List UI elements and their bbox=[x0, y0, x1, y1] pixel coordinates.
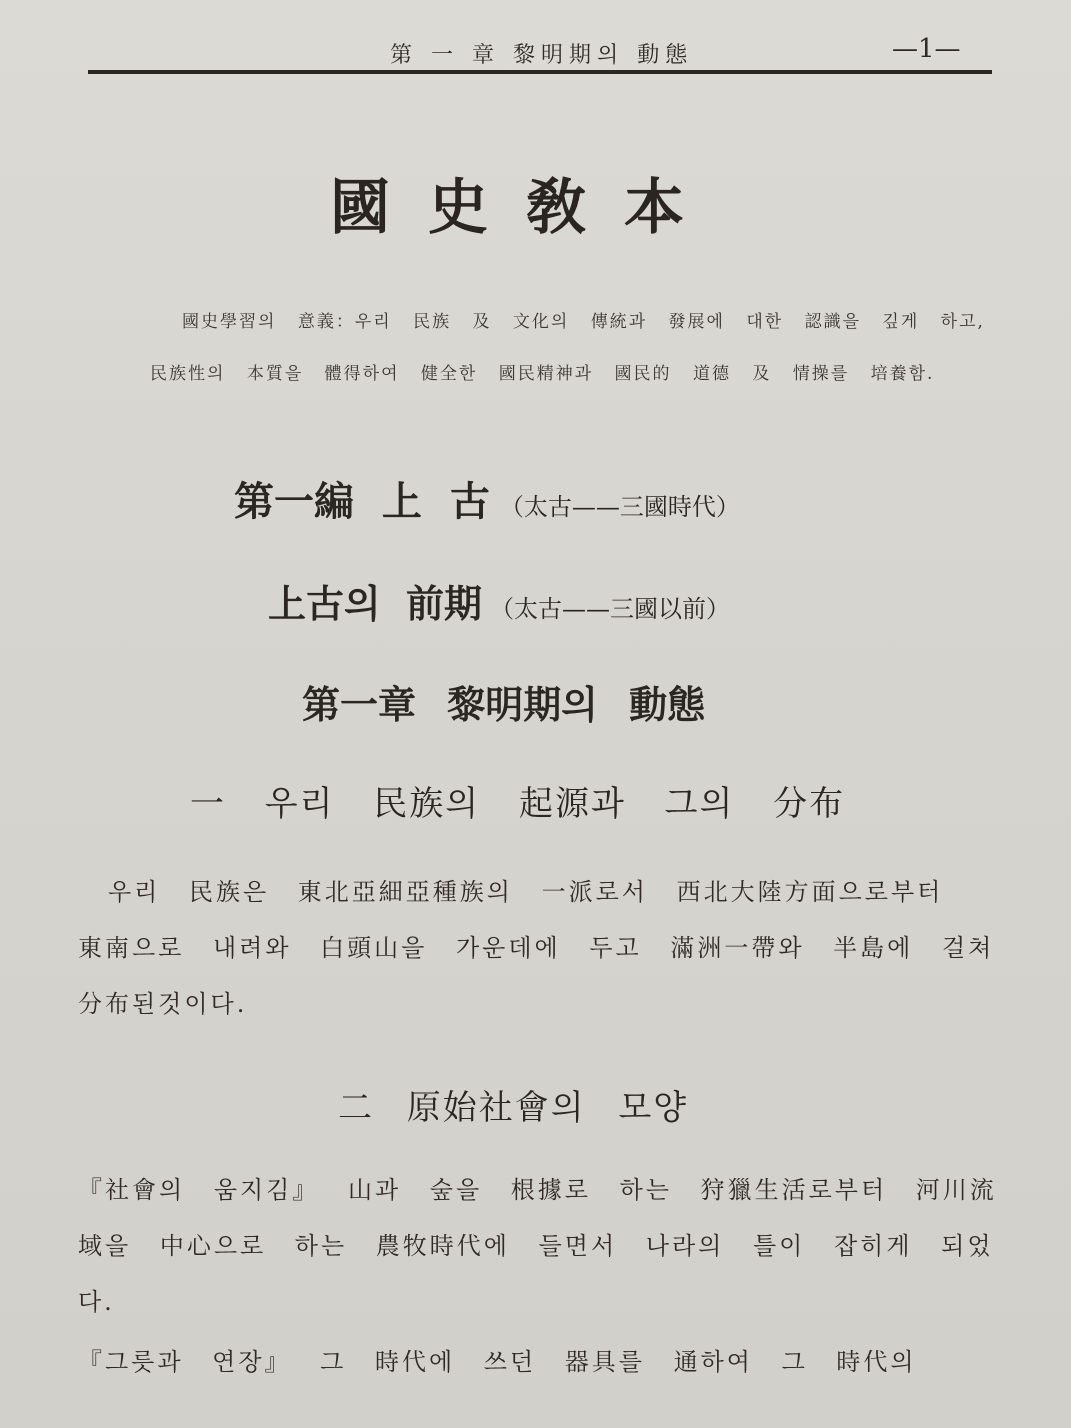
period-heading bbox=[268, 573, 730, 628]
period-heading-sub: （太古——三國以前） bbox=[489, 595, 730, 623]
header-rule bbox=[88, 70, 992, 74]
period-heading-main: 上古의 前期 bbox=[268, 581, 482, 626]
purpose-statement bbox=[150, 296, 995, 400]
running-header-title: 第 一 章 黎明期의 動態 bbox=[390, 43, 694, 68]
part-heading-sub: （太古——三國時代） bbox=[499, 493, 740, 521]
book-title: 國史敎本 bbox=[330, 173, 722, 243]
purpose-text: 國史學習의 意義：우리 民族 及 文化의 傳統과 發展에 대한 認識을 깊게 하고, 民族性의 本質을 體得하여 健全한 國民精神과 國民的 道德 及 情操를 培養함. bbox=[150, 312, 985, 384]
part-heading bbox=[234, 470, 740, 527]
page-number: —1— bbox=[892, 34, 961, 64]
section-heading-1: 一 우리 民族의 起源과 그의 分布 bbox=[190, 784, 846, 824]
chapter-heading: 第一章 黎明期의 動態 bbox=[302, 682, 706, 727]
section-2-paragraph-2: 『그릇과 연장』 그 時代에 쓰던 器具를 通하여 그 時代의 bbox=[78, 1348, 917, 1376]
part-heading-main: 第一編 上 古 bbox=[234, 478, 490, 525]
section-1-text: 우리 民族은 東北亞細亞種族의 一派로서 西北大陸方面으로부터 東南으로 내려와 白頭山을 가운데에 두고 滿洲一帶와 半島에 걸쳐 分布된것이다. bbox=[78, 878, 995, 1018]
section-heading-2: 二 原始社會의 모양 bbox=[338, 1088, 689, 1128]
section-1-body bbox=[78, 864, 998, 1032]
section-2-paragraph-1: 『社會의 움지김』 山과 숲을 根據로 하는 狩獵生活로부터 河川流域을 中心으로 하는 農牧時代에 들면서 나라의 틀이 잡히게 되었다. bbox=[78, 1176, 997, 1316]
